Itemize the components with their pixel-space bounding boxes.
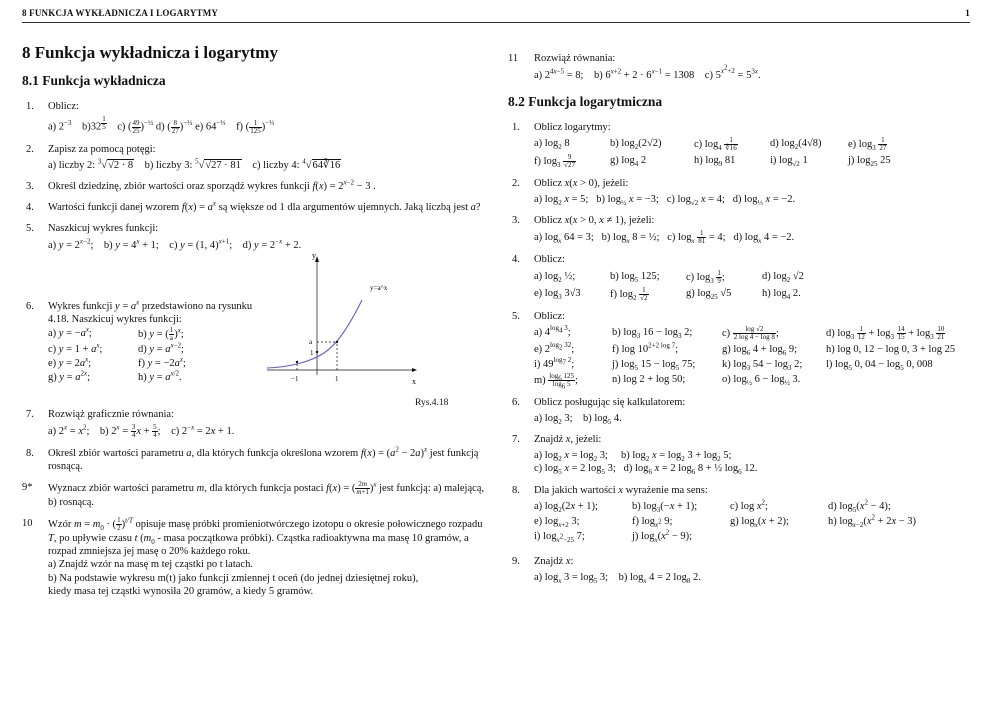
exercise-6: 6. Wykres funkcji $y = a^x$ przedstawiono na rysunku 4.18. Naszkicuj wykres funkcji: a) $y = -a^x$; b) y = ( $\frac{1}{a}$ )$^x$; c) $y = 1 + a^x$; d) $y = a^{x-2}$; e) $y = 2a^x$; f) $y = -2a^x$; g) $y = a^{2x}$; h) $y = a^{x/2}$. y x y=a^x a 1 −1 1 Rys.4.18 (22, 260, 492, 400)
right-column (508, 52, 970, 592)
curve-label: y=a^x (370, 283, 388, 292)
x-axis-label: x (412, 376, 416, 386)
running-title: 8 FUNKCJA WYKŁADNICZA I LOGARYTMY (22, 8, 219, 18)
exercise-1-items: a) $2^{-3}$ b)32 $^{\frac{1}{5}}$ c) ( $\frac{49}{25}$ )$^{-\frac{1}{2}}$ d) ( $\frac{8}{27}$ )$^{-\frac{1}{3}}$ e) $64^{-\frac{1}{3}}$ f) ( $\frac{1}{125}$ )$^{-\frac{1}{3}}$ (48, 115, 275, 135)
exponential-curve (267, 300, 362, 368)
point-1 (336, 341, 338, 343)
log-exercise-8: 8. Dla jakich wartości x wyrażenie ma sens: a) $\log_2(2x + 1)$; b) $\log_3(-x + 1)$; c) $\log x^2$; d) $\log_5(x^2 - 4)$; e) $\log_{x+2} 3$; f) $\log_{x^2} 9$; g) $\log_x(x + 2)$; h) $\log_{x-2}(x^2 + 2x - 3)$ i) $\log_{x^2-25} 7$; j) $\log_x(x^2 - 9)$; (512, 484, 917, 545)
page-header (22, 8, 970, 20)
exercise-5: 5. Naszkicuj wykres funkcji: a) $y = 2^{x-2}$; b) $y = 4^x + 1$; c) y = (1, 4)$^{x+1}$; d) $y = 2^{-x} + 2$. (26, 223, 302, 251)
header-rule (22, 22, 970, 23)
log-exercise-5: 5. Oblicz: a) $4^{log_4 3}$; b) $\log_3 16 - \log_3 2$; c) $\frac{\log √2}{2 \log 4 - \log 8}$ ; d) $\log_3$ $\frac{1}{12}$ + $\log_3$ $\frac{14}{15}$ + $\log_3$ $\frac{10}{21}$ e) $2^{log_2 32}$; f) $\log 10^{2+2 log 7}$; g) $\log_6 4 + \log_6 9$; h) log 0, 12 − log 0, 3 + log 25 i) $49^{log_7 2}$; j) $\log_5 15 - \log_5 75$; k) $\log_3 54 - \log_3 2$; l) $\log_5 0$, $04 - \log_5 0$, 008 m) $\frac{\log_6 125}{\log_6 5}$ ; n) log 2 + log 50; o) $\log_{\frac{1}{2}} 6 - \log_{\frac{1}{2}} 3$. (512, 310, 956, 391)
log-exercise-7: 7. Znajdź x, jeżeli: a) $\log_2 x = \log_2 3$; b) $\log_2 x = \log_2 3 + \log_2 5$; c) $\log_5 x = 2$ $\log_5 3$; d) $\log_6 x = 2$ $\log_6 8$ + ½ $\log_6 12$. (512, 434, 758, 477)
log-exercise-6: 6. Oblicz posługując się kalkulatorem: a) $\log_2 3$; b) $\log_5 4$. (512, 396, 686, 427)
exercise-10: 10 Wzór $m = m_0$ · ( $\frac{1}{2}$ )$^{t/T}$ opisuje masę próbki promieniotwórczego izotopu o okresie połowicznego rozpadu T, po upływie czasu t ($m_0$ - masa początkowa próbki). Cząstka radioaktywna ma masę 10 gramów, a rozpad zmniejsza jej masę o 20% każdego roku. a) Znajdź wzór na masę m tej cząstki po t latach. b) Na podstawie wykresu m(t) jako funkcji zmiennej t oceń (do jednej dziesiętnej roku), kiedy masa tej cząstki wynosiła 20 gramów, a kiedy 5 gramów. (22, 516, 483, 597)
xm1-tick-label: −1 (291, 374, 299, 383)
exercise-8: 8. Określ zbiór wartości parametru a, dla których funkcja określona wzorem $f(x) = (a^2 - 2a)^x$ jest funkcją rosnącą. (26, 445, 479, 472)
point-xm1 (296, 361, 298, 363)
log-exercise-4: 4. Oblicz: a) $\log_2$ ½; b) $\log_5 125$; c) $\log_3$ $\frac{1}{9}$ ; d) $\log_2 √2$ e) $\log_3 3√3$ f) $\log_2$ $\frac{1}{√2}$ g) $\log_{25} √5$ h) $\log_4 2$. (512, 254, 804, 302)
exercise-7: 7. Rozwiąż graficznie równania: a) $2^x = x^2$; b) $2^x$ = $\frac{3}{4}$ x + $\frac{5}{4}$ ; c) $2^{-x} = 2x + 1$. (26, 408, 235, 439)
exercise-3: 3. Określ dziedzinę, zbiór wartości oraz sporządź wykres funkcji $f(x) = 2^{x-2} - 3$ . (26, 178, 376, 193)
y-axis-label: y (312, 250, 316, 260)
figure-4-18 (262, 250, 492, 400)
exercise-4: 4. Wartości funkcji danej wzorem $f(x) = a^x$ są większe od 1 dla argumentów ujemnych. Jaką liczbą jest a? (26, 199, 481, 214)
figure-caption: Rys.4.18 (415, 397, 449, 408)
exercise-1: 1. Oblicz: a) $2^{-3}$ b)32 $^{\frac{1}{5}}$ c) ( $\frac{49}{25}$ )$^{-\frac{1}{2}}$ d) ( $\frac{8}{27}$ )$^{-\frac{1}{3}}$ e) $64^{-\frac{1}{3}}$ f) ( $\frac{1}{125}$ )$^{-\frac{1}{3}}$ (22, 100, 492, 135)
a-tick-label: a (309, 337, 313, 346)
page-number: 1 (965, 8, 970, 18)
chapter-title: 8 Funkcja wykładnicza i logarytmy (22, 43, 278, 62)
x1-tick-label: 1 (335, 374, 339, 383)
log-exercise-2: 2. Oblicz x(x > 0), jeżeli: a) $\log_2 x = 5$; b) $\log_{\frac{1}{2}} x = -3$; c) $\log_{√2} x = 4$; d) $\log_{\frac{1}{3}} x = -2$. (512, 178, 796, 208)
log-exercise-1: 1. Oblicz logarytmy: a) $\log_2 8$ b) $\log_2(2√2)$ c) $\log_4$ $\frac{1}{∜16}$ d) $\log_2(4√8)$ e) $\log_3$ $\frac{1}{27}$ f) $\log_3$ $\frac{9}{√27}$ g) $\log_4 2$ h) $\log_9 81$ i) $\log_{√2} 1$ j) $\log_{25} 25$ (512, 121, 891, 170)
left-column (22, 42, 492, 606)
exercise-9: 9* Wyznacz zbiór wartości parametru m, dla których funkcja postaci f(x) = ( $\frac{2m}{m+1}$ )$^x$ jest funkcją: a) malejącą, b) rosnącą. (22, 480, 485, 509)
exercise-2: 2. Zapisz za pomocą potęgi: a) liczby 2: $^3$√√2 · 8 b) liczby 3: $^5$√√27 · 81 c) liczby 4: $^4$√64∛16 (26, 143, 341, 172)
one-tick-label: 1 (310, 348, 314, 357)
exercise-11: 11 Rozwiąż równania: a) $2^{4x-5} = 8$; b) $6^{x+2} + 2 \cdot 6^{x-1} = 1308$ c) $5^{x^2+2} = 5^{3x}$. (508, 53, 761, 81)
point-0 (316, 351, 318, 353)
x-axis-arrow (412, 368, 417, 372)
section-title-logarithmic: 8.2 Funkcja logarytmiczna (508, 94, 663, 110)
log-exercise-9: 9. Znajdź x: a) $\log_x 3 = \log_5 3$; b) $\log_x 4 = 2$ $\log_8 2$. (512, 556, 701, 586)
log-exercise-3: 3. Oblicz x(x > 0, x ≠ 1), jeżeli: a) $\log_x 64 = 3$; b) $\log_x 8$ = ½; c) $\log_x$ $\frac{1}{81}$ = 4; d) $\log_x 4 = -2$. (512, 215, 795, 246)
section-title-exponential: 8.1 Funkcja wykładnicza (22, 73, 166, 89)
